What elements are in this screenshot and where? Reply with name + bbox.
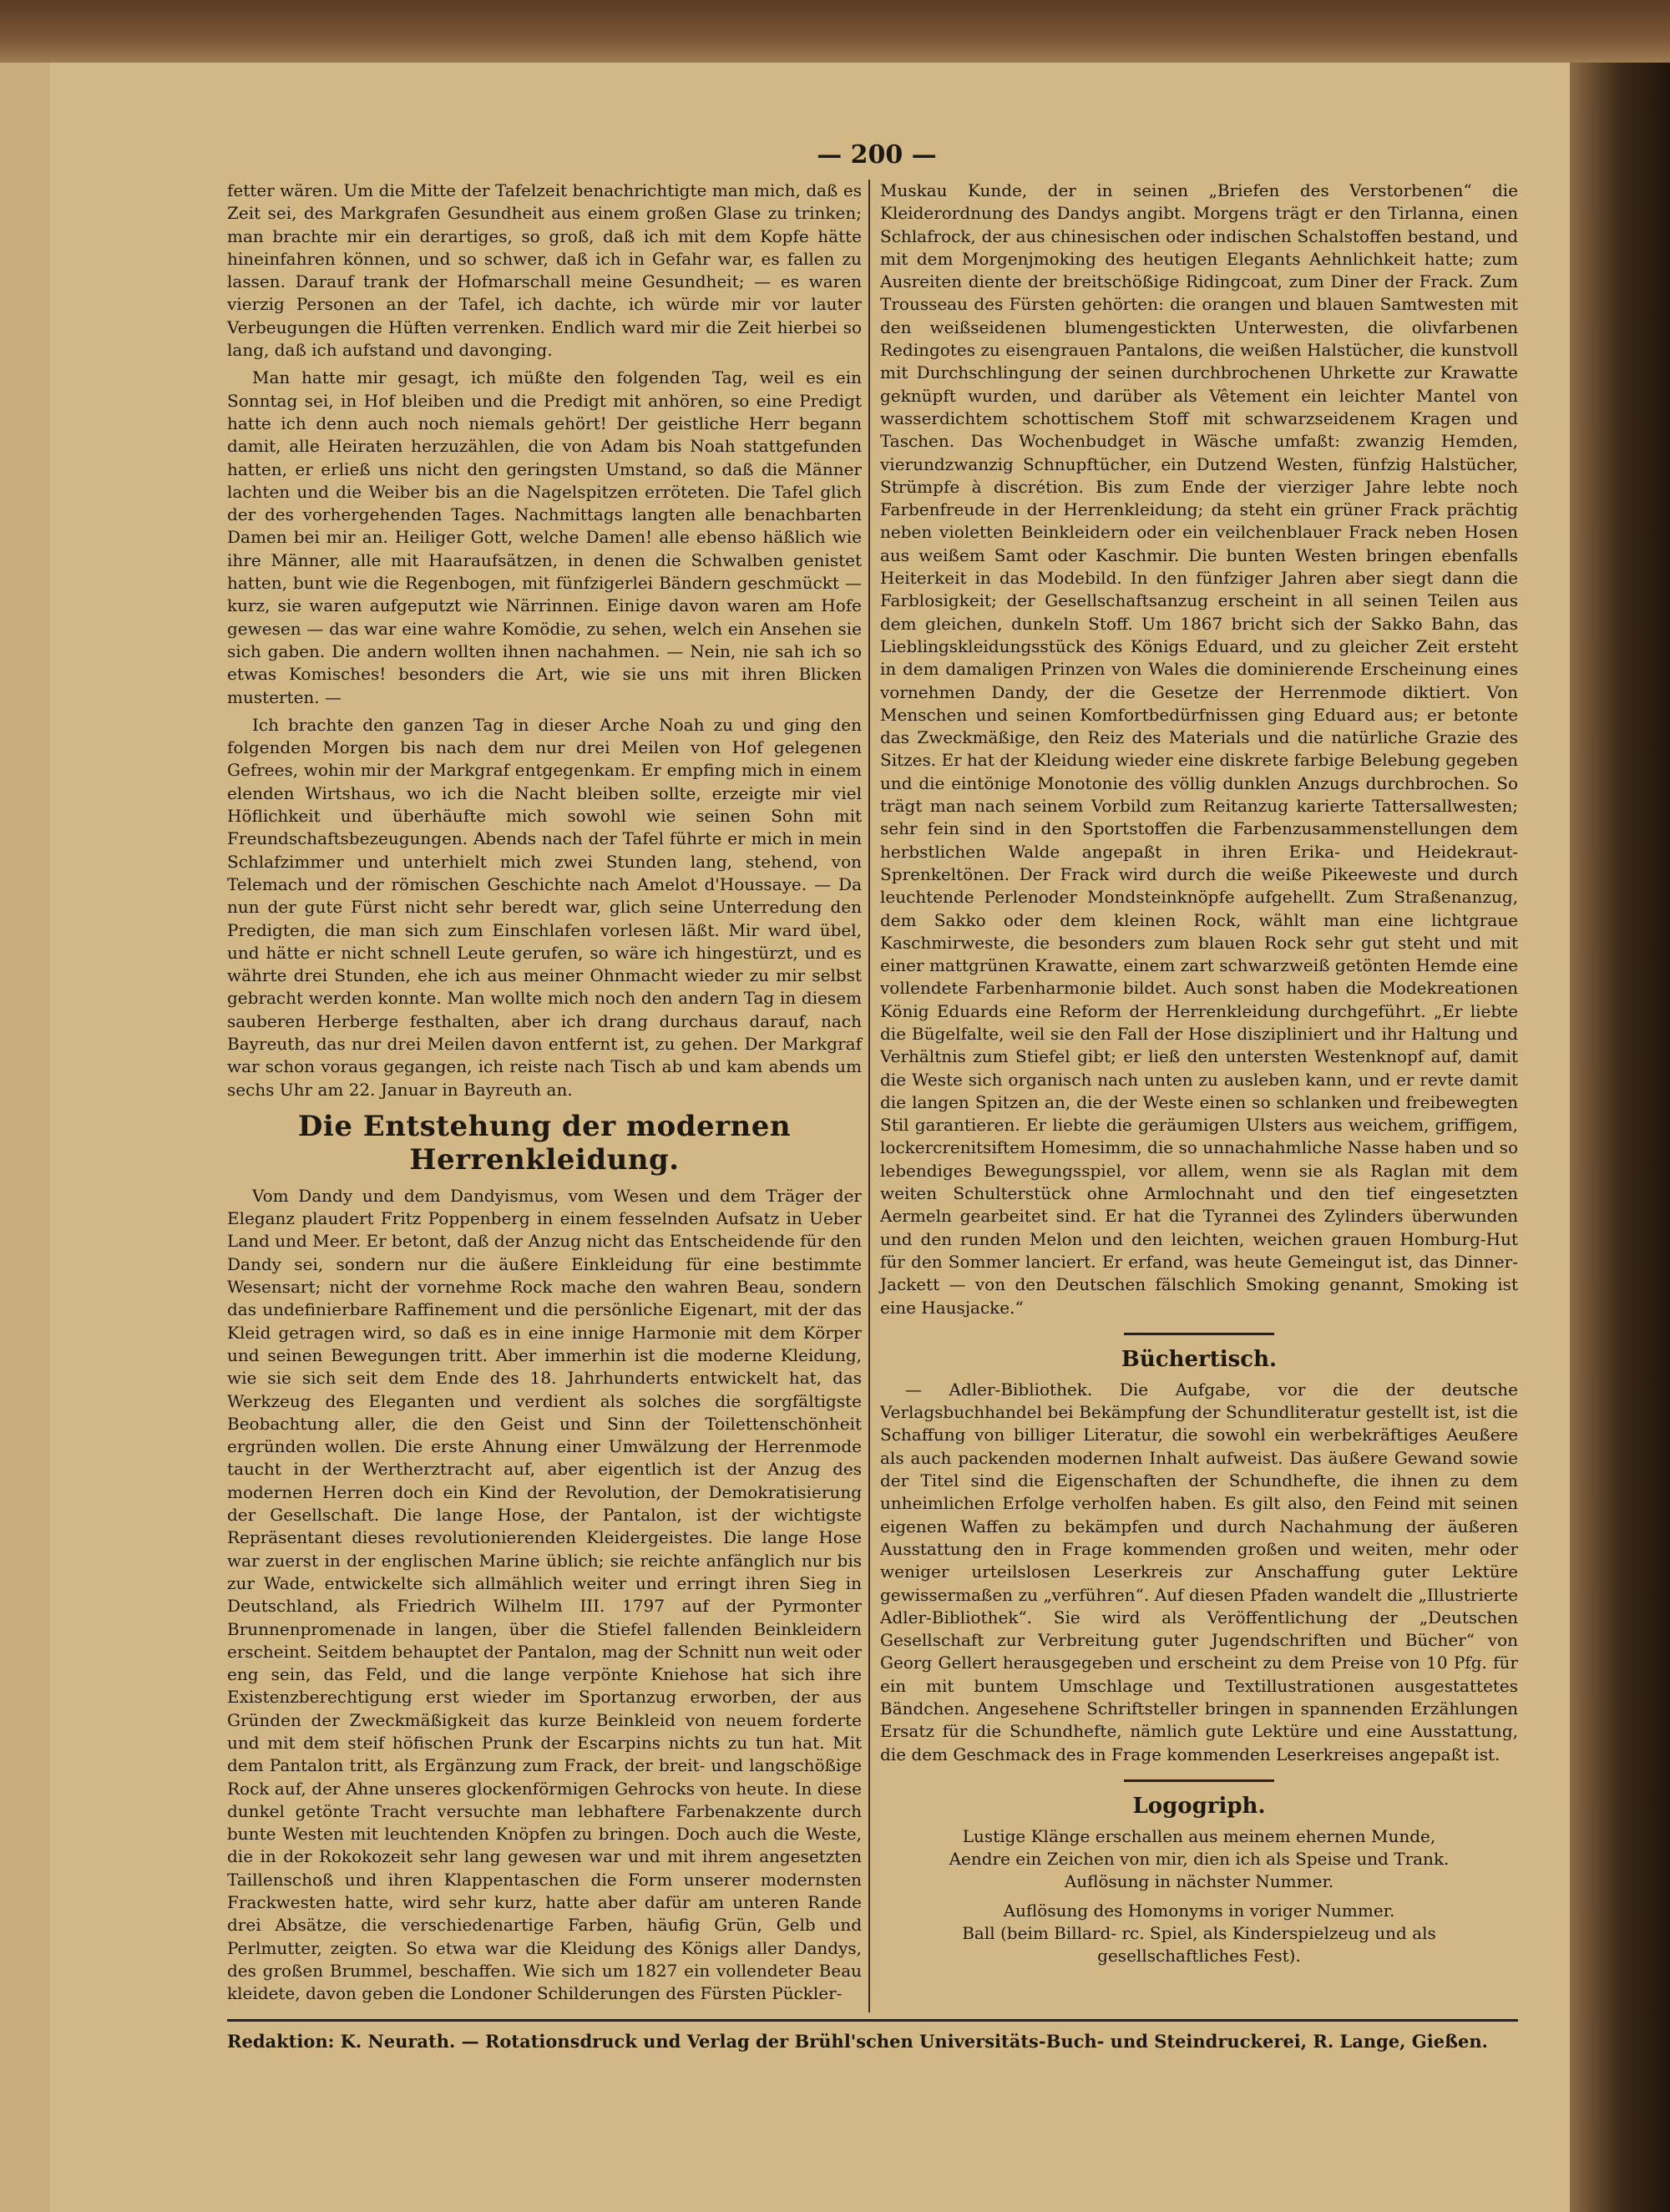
left-paragraph-1: fetter wären. Um die Mitte der Tafelzeit benachrichtigte man mich, daß es Zeit sei, des Markgrafen Gesundheit aus einem großen Glase zu trinken; man brachte mir ein derartiges, so groß, daß ich mit dem Kopfe hätte hineinfahren können, und so schwer, daß ich in Gefahr war, es fallen zu lassen. Darauf trank der Hofmarschall meine Gesundheit; — es waren vierzig Personen an der Tafel, ich dachte, ich würde mir vor lauter Verbeugungen die Hüften verrenken. Endlich ward mir die Zeit hierbei so lang, daß ich aufstand und davonging.	[227, 180, 862, 361]
article-paragraph-1: Vom Dandy und dem Dandyismus, vom Wesen und dem Träger der Eleganz plaudert Fritz Poppenberg in einem fesselnden Aufsatz in Ueber Land und Meer. Er betont, daß der Anzug nicht das Entscheidende für den Dandy sei, sondern nur die äußere Einkleidung für eine bestimmte Wesensart; nicht der vornehme Rock mache den wahren Beau, sondern das undefinierbare Raffinement und die persönliche Eigenart, mit der das Kleid getragen wird, so daß es in eine innige Harmonie mit dem Körper und seinen Bewegungen tritt. Aber immerhin ist die moderne Kleidung, wie sie sich seit dem Ende des 18. Jahrhunderts entwickelt hat, das Werkzeug des Eleganten und verdient als solches die sorgfältigste Beobachtung aller, die den Geist und Sinn der Toilettenschönheit ergründen wollen. Die erste Ahnung einer Umwälzung der Herrenmode taucht in der Wertherztracht auf, aber eigentlich ist der Anzug des modernen Herren doch ein Kind der Revolution, der Demokratisierung der Gesellschaft. Die lange Hose, der Pantalon, ist der wichtigste Repräsentant dieses revolutionierenden Kleidergeistes. Die lange Hose war zuerst in der englischen Marine üblich; sie reichte anfänglich nur bis zur Wade, entwickelte sich allmählich weiter und erringt ihren Sieg in Deutschland, als Friedrich Wilhelm III. 1797 auf der Pyrmonter Brunnenpromenade in langen, über die Stiefel fallenden Beinkleidern erscheint. Seitdem behauptet der Pantalon, mag der Schnitt nun weit oder eng sein, das Feld, und die lange verpönte Kniehose hat sich ihre Existenzberechtigung erst wieder im Sportanzug erworben, der aus Gründen der Zweckmäßigkeit das kurze Beinkleid von neuem forderte und mit dem steif höfischen Prunk der Escarpins nichts zu tun hat. Mit dem Pantalon tritt, als Ergänzung zum Frack, der breit- und langschößige Rock auf, der Ahne unseres glockenförmigen Gehrocks von heute. In diese dunkel getönte Tracht versuchte man lebhaftere Farbenakzente durch bunte Westen mit leuchtenden Knöpfen zu bringen. Doch auch die Weste, die in der Rokokozeit sehr lang gewesen war und mit ihrem angesetzten Taillenschoß und ihren Klappentaschen die Form unserer modernsten Frackwesten hatte, wird sehr kurz, hatte aber dafür am unteren Rande drei Absätze, die verschiedenartige Farben, häufig Grün, Gelb und Perlmutter, zeigten. So etwa war die Kleidung des Königs aller Dandys, des großen Brummel, beschaffen. Wie sich um 1827 ein vollendeter Beau kleidete, davon geben die Londoner Schilderungen des Fürsten Pückler-	[227, 1185, 862, 2004]
imprint-footer: Redaktion: K. Neurath. — Rotationsdruck und Verlag der Brühl'schen Universitäts-Buch- und Steindruckerei, R. Lange, Gießen.	[227, 2031, 1488, 2052]
logogriph-title: Logogriph.	[1132, 1793, 1266, 1819]
article-continuation: Muskau Kunde, der in seinen „Briefen des Verstorbenen“ die Kleiderordnung des Dandys angibt. Morgens trägt er den Tirlanna, einen Schlafrock, der aus chinesischen oder indischen Schalstoffen bestand, und mit dem Morgenjmoking des heutigen Elegants Aehnlichkeit hatte; zum Ausreiten diente der breitschößige Ridingcoat, zum Diner der Frack. Zum Trousseau des Fürsten gehörten: die orangen und blauen Samtwesten mit den weißseidenen blumengestickten Unterwesten, die olivfarbenen Redingotes zu eisengrauen Pantalons, die weißen Halstücher, die kunstvoll mit Durchschlingung der seinen durchbrochenen Uhrkette zur Krawatte geknüpft wurden, und darüber als Vêtement ein leichter Mantel von wasserdichtem schottischem Stoff mit schwarzseidenem Kragen und Taschen. Das Wochenbudget in Wäsche umfaßt: zwanzig Hemden, vierundzwanzig Schnupftücher, ein Dutzend Westen, fünfzig Halstücher, Strümpfe à discrétion. Bis zum Ende der vierziger Jahre lebte noch Farbenfreude in der Herrenkleidung; da steht ein grüner Frack prächtig neben violetten Beinkleidern oder ein veilchenblauer Frack neben Hosen aus weißem Samt oder Kaschmir. Die bunten Westen bringen ebenfalls Heiterkeit in das Modebild. In den fünfziger Jahren aber siegt dann die Farblosigkeit; der Gesellschaftsanzug erscheint in all seinen Teilen aus dem gleichen, dunkeln Stoff. Um 1867 bricht sich der Sakko Bahn, das Lieblingskleidungsstück des Königs Eduard, und zu gleicher Zeit ersteht in dem damaligen Prinzen von Wales die dominierende Erscheinung eines vornehmen Dandy, der die Gesetze der Herrenmode diktiert. Von Menschen und seinen Komfortbedürfnissen ging Eduard aus; er betonte das Zweckmäßige, den Reiz des Materials und die natürliche Grazie des Sitzes. Er hat der Kleidung wieder eine diskrete farbige Belebung gegeben und die eintönige Monotonie des völlig dunklen Anzugs durchbrochen. So trägt man nach seinem Vorbild zum Reitanzug karierte Tattersallwesten; sehr fein sind in den Sportstoffen die Farbenzusammenstellungen dem herbstlichen Walde angepaßt in ihren Erika- und Heidekraut-Sprenkeltönen. Der Frack wird durch die weiße Pikeeweste und durch leuchtende Perlenoder Mondsteinknöpfe aufgehellt. Zum Straßenanzug, dem Sakko oder dem kleinen Rock, wählt man eine lichtgraue Kaschmirweste, die besonders zum blauen Rock sehr gut steht und mit einer mattgrünen Krawatte, einem zart schwarzweiß getönten Hemde eine vollendete Farbenharmonie bildet. Auch sonst haben die Modekreationen König Eduards eine Reform der Herrenkleidung durchgeführt. „Er liebte die Bügelfalte, weil sie den Fall der Hose diszipliniert und ihr Haltung und Verhältnis zum Stiefel gibt; er ließ den untersten Westenknopf auf, damit die Weste sich organisch nach unten zu ausleben kann, und er revte damit die langen Spitzen an, die der Weste einen so schlanken und freibewegten Stil garantieren. Er liebte die geräumigen Ulsters aus weichem, griffigem, lockercrenitsiftem Homesimm, die so unnachahmliche Nasse haben und so lebendiges Bewegungsspiel, vor allem, wenn sie als Raglan mit dem weiten Schulterstück ohne Armlochnaht und den tief eingesetzten Aermeln gearbeitet sind. Er hat die Tyrannei des Zylinders überwunden und den runden Melon und den leichten, weichen grauen Homburg-Hut für den Sommer lanciert. Er erfand, was heute Gemeingut ist, das Dinner-Jackett — von den Deutschen fälschlich Smoking genannt, Smoking ist eine Hausjacke.“	[880, 180, 1518, 1318]
page-top-edge	[0, 0, 1670, 63]
book-binding-edge	[1570, 63, 1670, 2212]
buechertisch-paragraph: — Adler-Bibliothek. Die Aufgabe, vor die der deutsche Verlagsbuchhandel bei Bekämpfung der Schundliteratur gestellt ist, ist die Schaffung von billiger Literatur, die sowohl ein werbekräftiges Aeußere als auch packenden modernen Inhalt aufweist. Das äußere Gewand sowie der Titel sind die Eigenschaften der Schundhefte, die ihnen zu dem unheimlichen Erfolge verholfen haben. Es gilt also, den Feind mit seinen eigenen Waffen zu bekämpfen und durch Nachahmung der äußeren Ausstattung den in Frage kommenden großen und weiten, mehr oder weniger urteilslosen Leserkreis zur Anschaffung guter Lektüre gewissermaßen zu „verführen“. Auf diesen Pfaden wandelt die „Illustrierte Adler-Bibliothek“. Sie wird als Veröffentlichung der „Deutschen Gesellschaft zur Verbreitung guter Jugendschriften und Bücher“ von Georg Gellert herausgegeben und erscheint zu dem Preise von 10 Pfg. für ein mit buntem Umschlage und Textillustrationen ausgestattetes Bändchen. Angesehene Schriftsteller bringen in spannenden Erzählungen Ersatz für die Schundhefte, nämlich gute Lektüre und eine Ausstattung, die dem Geschmack des in Frage kommenden Leserkreises angepaßt ist.	[880, 1379, 1518, 1764]
section-divider-rule-2	[1124, 1779, 1274, 1782]
footer-rule	[227, 2019, 1518, 2022]
right-column	[880, 180, 1518, 1974]
column-divider	[868, 180, 870, 2012]
logogriph-line-2: Aendre ein Zeichen von mir, dien ich als Speise und Trank.	[949, 1848, 1450, 1869]
solution-line-1: Auflösung des Homonyms in voriger Nummer.	[1003, 1900, 1395, 1921]
logogriph-verse	[880, 1825, 1518, 1893]
solution-line-3: gesellschaftliches Fest).	[1097, 1945, 1301, 1966]
article-title: Die Entstehung der modernen Herrenkleidung.	[297, 1109, 792, 1177]
left-paragraph-2: Man hatte mir gesagt, ich müßte den folgenden Tag, weil es ein Sonntag sei, in Hof bleiben und die Predigt mit anhören, so eine Predigt hatte ich denn auch noch niemals gehört! Der geistliche Herr begann damit, alle Heiraten herzuzählen, die von Adam bis Noah stattgefunden hatten, er erließ uns nicht den geringsten Umstand, so daß die Männer lachten und die Weiber bis an die Nagelspitzen erröteten. Die Tafel glich der des vorhergehenden Tages. Nachmittags langten alle benachbarten Damen bei mir an. Heiliger Gott, welche Damen! alle ebenso häßlich wie ihre Männer, alle mit Haaraufsätzen, in denen die Schwalben genistet hatten, bunt wie die Regenbogen, mit fünfzigerlei Bändern geschmückt — kurz, sie waren aufgeputzt wie Närrinnen. Einige davon waren am Hofe gewesen — das war eine wahre Komödie, zu sehen, welch ein Ansehen sie sich gaben. Die andern wollten ihnen nachahmen. — Nein, nie sah ich so etwas Komisches! besonders die Art, wie sie uns mit ihren Blicken musterten. —	[227, 367, 862, 707]
left-column	[227, 180, 862, 2011]
logogriph-line-1: Lustige Klänge erschallen aus meinem ehernen Munde,	[962, 1825, 1436, 1846]
buechertisch-title: Büchertisch.	[1121, 1346, 1278, 1372]
section-divider-rule	[1124, 1333, 1274, 1335]
page-number: — 200 —	[817, 140, 937, 170]
left-paragraph-3: Ich brachte den ganzen Tag in dieser Arche Noah zu und ging den folgenden Morgen bis nach dem nur drei Meilen von Hof gelegenen Gefrees, wohin mir der Markgraf entgegenkam. Er empfing mich in einem elenden Wirtshaus, wo ich die Nacht bleiben sollte, erzeigte mir viel Höflichkeit und überhäufte mich sowohl wie seinen Sohn mit Freundschaftsbezeugungen. Abends nach der Tafel führte er mich in mein Schlafzimmer und unterhielt mich zwei Stunden lang, stehend, von Telemach und der römischen Geschichte nach Amelot d'Houssaye. — Da nun der gute Fürst nicht sehr beredt war, glich seine Unterredung den Predigten, die man sich zum Einschlafen vorlesen läßt. Mir ward übel, und hätte er nicht schnell Leute gerufen, so wäre ich hingestürzt, und es währte drei Stunden, ehe ich aus meiner Ohnmacht wieder zu mir selbst gebracht werden konnte. Man wollte mich noch den andern Tag in diesem sauberen Herberge festhalten, aber ich drang durchaus darauf, nach Bayreuth, das nur drei Meilen davon entfernt ist, zu gehen. Der Markgraf war schon voraus gegangen, ich reiste nach Tisch ab und kam abends um sechs Uhr am 22. Januar in Bayreuth an.	[227, 714, 862, 1100]
homonym-solution	[880, 1900, 1518, 1967]
solution-line-2: Ball (beim Billard- rc. Spiel, als Kinderspielzeug und als	[962, 1922, 1436, 1943]
logogriph-line-3: Auflösung in nächster Nummer.	[1064, 1870, 1334, 1891]
